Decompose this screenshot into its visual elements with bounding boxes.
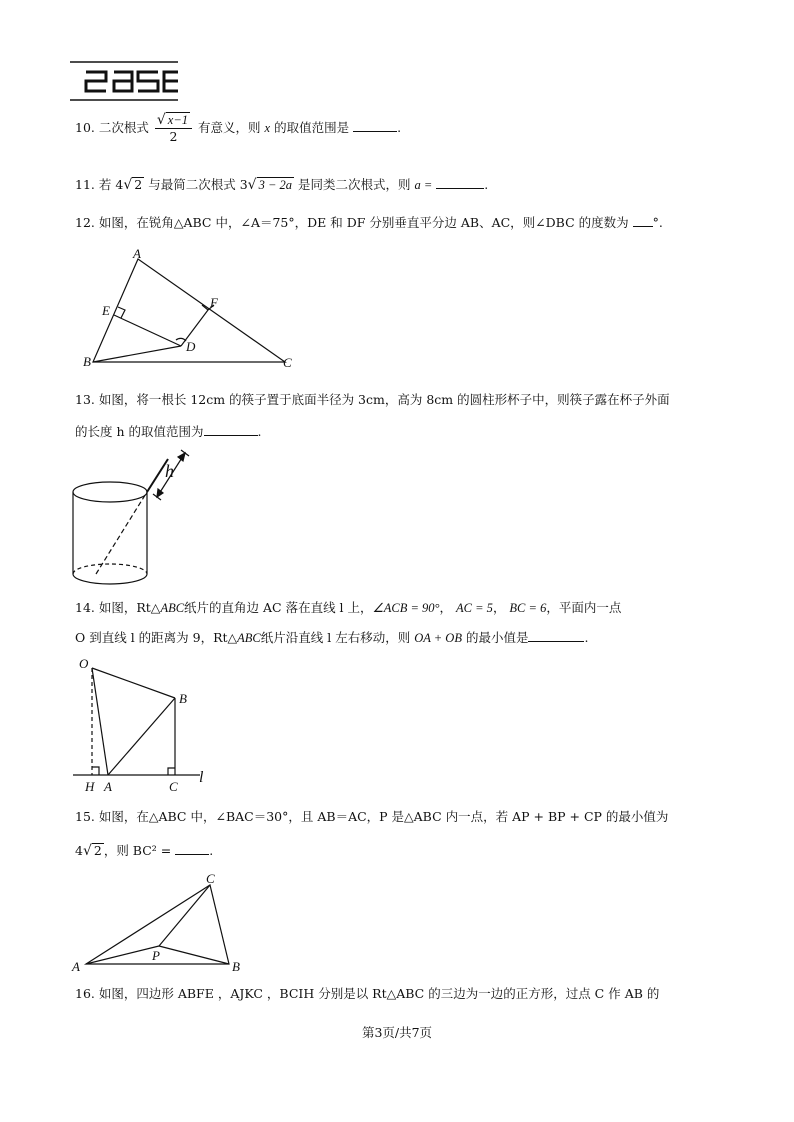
svg-text:A: A [133,246,141,261]
zase-logo [70,60,178,102]
question-16: 16. 如图，四边形 ABFE ，AJKC ，BCIH 分别是以 Rt△ABC 的三边为一边的正方形，过点 C 作 AB 的 [75,986,660,1001]
figure-13-cylinder [65,445,205,590]
svg-text:B: B [179,691,187,706]
figure-14-triangle [68,655,218,795]
figure-15-triangle [68,870,248,980]
svg-text:C: C [283,355,292,370]
svg-text:P: P [152,948,160,963]
fraction: $\frac{√ x-1}{2}$ [155,112,192,145]
svg-text:B: B [83,354,91,369]
svg-text:E: E [102,303,110,318]
svg-text:C: C [169,779,178,794]
svg-text:A: A [104,779,112,794]
svg-text:C: C [206,871,215,886]
answer-blank-13[interactable] [204,423,258,436]
svg-text:O: O [79,656,89,671]
answer-blank-10[interactable] [353,119,397,132]
question-14: 14. 如图，Rt△ABC纸片的直角边 AC 落在直线 l 上，∠ACB = 90°， AC = 5， BC = 6，平面内一点 O 到直线 l 的距离为 9，Rt△ABC纸片沿直线 l 左右移动，则 OA + OB 的最小值是 . [75,600,622,645]
answer-blank-12[interactable] [633,214,653,227]
svg-text:H: H [85,779,95,794]
svg-text:D: D [186,339,196,354]
answer-blank-14[interactable] [528,629,584,642]
svg-text:A: A [72,959,80,974]
answer-blank-11[interactable] [436,176,484,189]
page-number: 第3页/共7页 [361,1025,433,1040]
question-11: 11. 若 4√ 2 与最简二次根式 3√ 3 − 2a 是同类二次根式，则 a = . [75,177,489,193]
svg-text:h: h [165,461,174,481]
svg-text:F: F [210,295,218,310]
question-10: 10. 二次根式 $\frac{√ x-1}{2}$ 有意义，则 x 的取值范围是 . [75,112,402,144]
question-12: 12. 如图，在锐角△ABC 中，∠A＝75°，DE 和 DF 分别垂直平分边 AB、AC，则∠DBC 的度数为 °. [75,215,663,230]
svg-text:B: B [232,959,240,974]
svg-text:l: l [199,769,204,786]
question-13: 13. 如图，将一根长 12cm 的筷子置于底面半径为 3cm，高为 8cm 的圆柱形杯子中，则筷子露在杯子外面 的长度 h 的取值范围为 . [75,392,670,439]
question-15: 15. 如图，在△ABC 中，∠BAC＝30°，且 AB＝AC，P 是△ABC 内一点，若 AP + BP + CP 的最小值为 4√ 2 ，则 BC² = . [75,809,669,859]
figure-12-triangle [80,245,300,375]
answer-blank-15[interactable] [175,842,209,855]
